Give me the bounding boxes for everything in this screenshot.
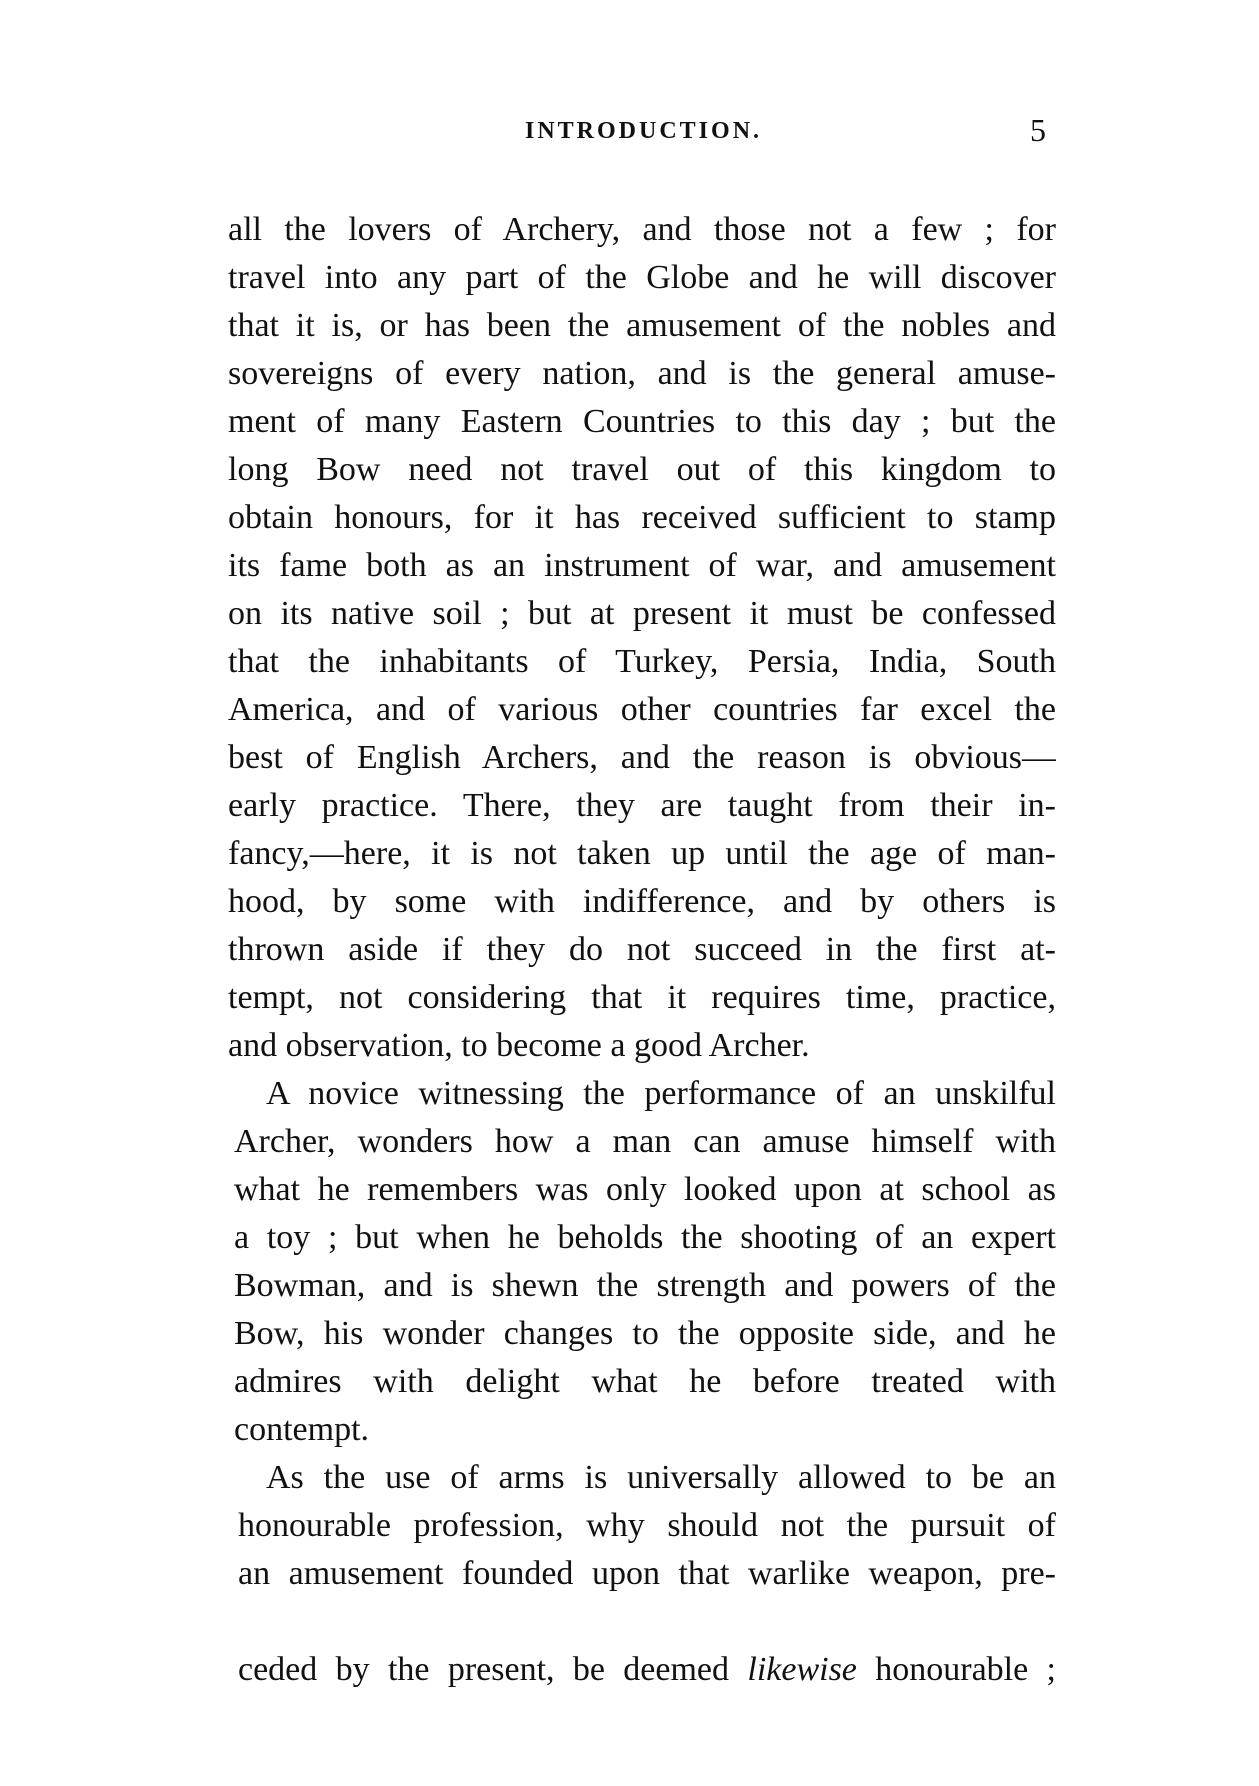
text-line: ment of many Eastern Countries to this day ; but the bbox=[228, 403, 1056, 440]
text-line: Bowman, and is shewn the strength and powers of the bbox=[234, 1267, 1056, 1304]
paragraph-start-line: A novice witnessing the performance of an unskilful bbox=[266, 1075, 1056, 1112]
text-line: travel into any part of the Globe and he will discover bbox=[228, 259, 1056, 296]
text-line bbox=[228, 1598, 1056, 1646]
running-head bbox=[0, 112, 1259, 152]
text-line-with-italic bbox=[228, 1646, 1056, 1694]
text-line: a toy ; but when he beholds the shooting of an expert bbox=[234, 1219, 1056, 1256]
text-line: long Bow need not travel out of this kingdom to bbox=[228, 451, 1056, 488]
italic-word: likewise bbox=[747, 1651, 857, 1688]
text-line: an amusement founded upon that warlike weapon, pre- bbox=[238, 1555, 1056, 1592]
text-line: fancy,—here, it is not taken up until the age of man- bbox=[228, 835, 1056, 872]
text-line: America, and of various other countries far excel the bbox=[228, 691, 1056, 728]
text-line: sovereigns of every nation, and is the general amuse- bbox=[228, 355, 1056, 392]
text-line: what he remembers was only looked upon at school as bbox=[234, 1171, 1056, 1208]
page-number: 5 bbox=[1030, 112, 1046, 148]
text-line: tempt, not considering that it requires time, practice, bbox=[228, 979, 1056, 1016]
text-line: obtain honours, for it has received sufficient to stamp bbox=[228, 499, 1056, 536]
text-line: thrown aside if they do not succeed in the first at- bbox=[228, 931, 1056, 968]
text-line: hood, by some with indifference, and by others is bbox=[228, 883, 1056, 920]
paragraph-start-line: As the use of arms is universally allowed to be an bbox=[266, 1459, 1056, 1496]
body-text bbox=[228, 206, 1056, 1694]
text-line: Archer, wonders how a man can amuse himself with bbox=[234, 1123, 1056, 1160]
text-line: best of English Archers, and the reason is obvious— bbox=[228, 739, 1056, 776]
text-line: honourable profession, why should not the pursuit of bbox=[238, 1507, 1056, 1544]
line-text-after-italic: honourable ; bbox=[875, 1651, 1056, 1688]
text-line: that it is, or has been the amusement of the nobles and bbox=[228, 307, 1056, 344]
text-line: on its native soil ; but at present it must be confessed bbox=[228, 595, 1056, 632]
text-line: all the lovers of Archery, and those not a few ; for bbox=[228, 211, 1056, 248]
text-line: admires with delight what he before treated with bbox=[234, 1363, 1056, 1400]
text-line: Bow, his wonder changes to the opposite side, and he bbox=[234, 1315, 1056, 1352]
text-line: that the inhabitants of Turkey, Persia, India, South bbox=[228, 643, 1056, 680]
text-line: its fame both as an instrument of war, and amusement bbox=[228, 547, 1056, 584]
line-text-before-italic: ceded by the present, be deemed bbox=[238, 1651, 730, 1688]
paragraph-end-line: contempt. bbox=[234, 1411, 370, 1448]
text-line: early practice. There, they are taught from their in- bbox=[228, 787, 1056, 824]
paragraph-end-line: and observation, to become a good Archer. bbox=[228, 1027, 810, 1064]
running-title: INTRODUCTION. bbox=[525, 118, 763, 144]
